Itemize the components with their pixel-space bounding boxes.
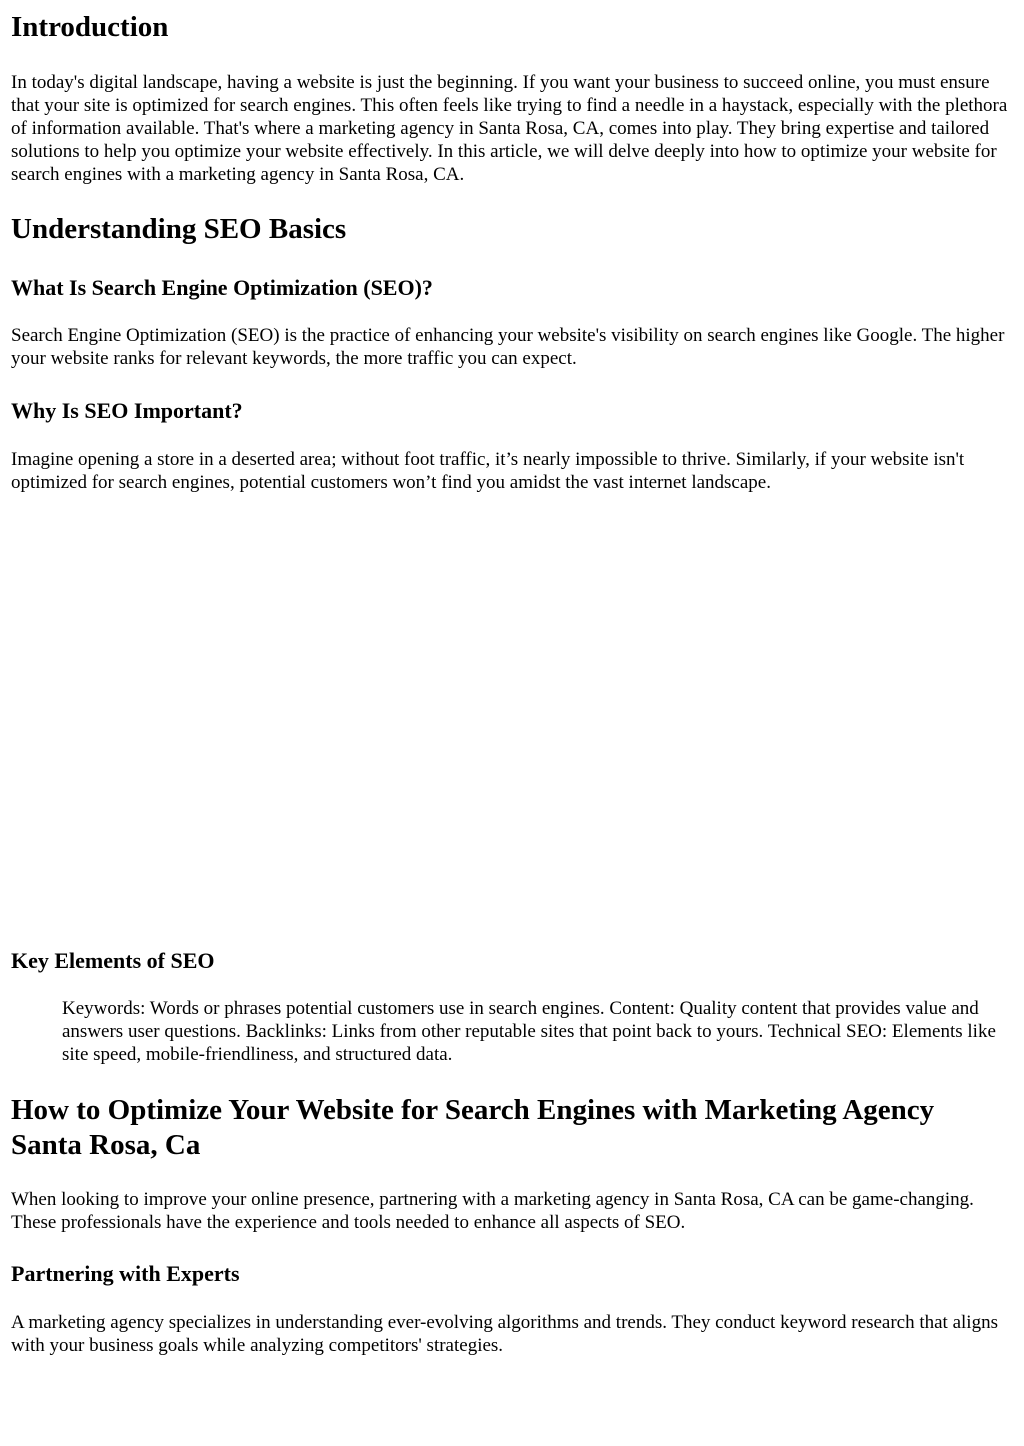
paragraph-key-elements: Keywords: Words or phrases potential customers use in search engines. Content: Quality content that provides value and answers user questions. Backlinks: Links from other reputable sites that point back to yours. Technical SEO: Elements like site speed, mobile-friendliness, and structured data. bbox=[62, 998, 996, 1065]
heading-how-to-optimize: How to Optimize Your Website for Search Engines with Marketing Agency Santa Rosa, Ca bbox=[11, 1094, 935, 1161]
heading-partnering-with-experts: Partnering with Experts bbox=[11, 1261, 240, 1286]
heading-understanding-seo-basics: Understanding SEO Basics bbox=[11, 213, 347, 245]
paragraph-partnering-with-experts: A marketing agency specializes in understanding ever-evolving algorithms and trends. They conduct keyword research that aligns with your business goals while analyzing competitors' strategies. bbox=[11, 1312, 998, 1356]
paragraph-introduction: In today's digital landscape, having a website is just the beginning. If you want your business to succeed online, you must ensure that your site is optimized for search engines. This often feels like trying to find a needle in a haystack, especially with the plethora of information available. That's where a marketing agency in Santa Rosa, CA, comes into play. They bring expertise and tailored solutions to help you optimize your website effectively. In this article, we will delve deeply into how to optimize your website for search engines with a marketing agency in Santa Rosa, CA. bbox=[11, 72, 1008, 185]
paragraph-why-seo-important: Imagine opening a store in a deserted area; without foot traffic, it’s nearly impossible to thrive. Similarly, if your website isn't optimized for search engines, potential customers won’t find you amidst the vast internet landscape. bbox=[11, 449, 965, 493]
paragraph-what-is-seo: Search Engine Optimization (SEO) is the practice of enhancing your website's visibility on search engines like Google. The higher your website ranks for relevant keywords, the more traffic you can expect. bbox=[11, 325, 1005, 369]
heading-what-is-seo: What Is Search Engine Optimization (SEO)? bbox=[11, 275, 433, 300]
paragraph-how-to-optimize: When looking to improve your online presence, partnering with a marketing agency in Santa Rosa, CA can be game-changing. These professionals have the experience and tools needed to enhance all aspects of SEO. bbox=[11, 1189, 974, 1233]
blank-media-area bbox=[11, 500, 1011, 940]
heading-introduction: Introduction bbox=[11, 11, 169, 43]
heading-key-elements: Key Elements of SEO bbox=[11, 948, 215, 973]
heading-why-seo-important: Why Is SEO Important? bbox=[11, 398, 243, 423]
